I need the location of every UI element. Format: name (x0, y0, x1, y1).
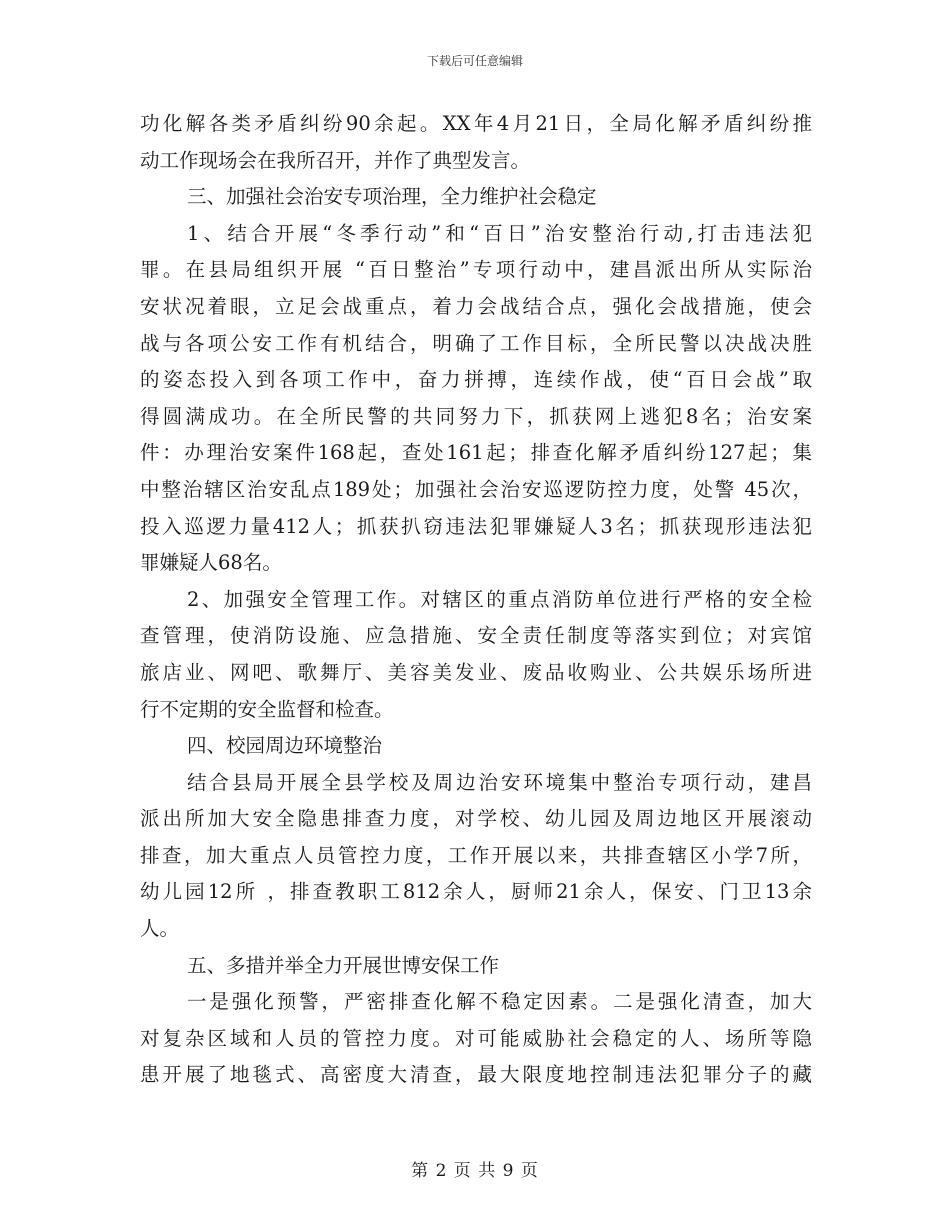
text-line: 结合县局开展全县学校及周边治安环境集中整治专项行动，建昌 (187, 770, 812, 794)
text-line: 罪。在县局组织开展 “百日整治”专项行动中，建昌派出所从实际治 (140, 258, 812, 282)
text-line: 幼儿园12所 ，排查教职工812余人，厨师21余人，保安、门卫13余 (140, 880, 812, 904)
text-line: 1、结合开展“冬季行动”和“百日”治安整治行动,打击违法犯 (187, 221, 812, 245)
text-line: 查管理，使消防设施、应急措施、安全责任制度等落实到位；对宾馆 (140, 624, 812, 648)
text-line: 四、校园周边环境整治 (187, 734, 383, 758)
page-number: 第 2 页 共 9 页 (411, 1161, 539, 1181)
text-line: 旅店业、网吧、歌舞厅、美容美发业、废品收购业、公共娱乐场所进 (140, 660, 812, 684)
text-line: 功化解各类矛盾纠纷90余起。XX年4月21日，全局化解矛盾纠纷推 (140, 112, 812, 135)
text-line: 一是强化预警，严密排查化解不稳定因素。二是强化清查，加大 (187, 990, 812, 1014)
text-line: 人。 (140, 917, 180, 941)
text-line: 三、加强社会治安专项治理，全力维护社会稳定 (187, 185, 597, 209)
text-line: 行不定期的安全监督和检查。 (140, 697, 394, 721)
text-line: 罪嫌疑人68名。 (140, 551, 282, 575)
text-line: 对复杂区域和人员的管控力度。对可能威胁社会稳定的人、场所等隐 (140, 1026, 812, 1050)
text-line: 中整治辖区治安乱点189处；加强社会治安巡逻防控力度，处警 45次， (140, 477, 812, 501)
text-line: 安状况着眼，立足会战重点，着力会战结合点，强化会战措施，使会 (140, 294, 812, 318)
text-line: 2、加强安全管理工作。对辖区的重点消防单位进行严格的安全检 (187, 587, 812, 611)
text-line: 排查，加大重点人员管控力度，工作开展以来，共排查辖区小学7所， (140, 843, 812, 867)
text-line: 件：办理治安案件168起，查处161起；排查化解矛盾纠纷127起；集 (140, 441, 812, 465)
text-line: 战与各项公安工作有机结合，明确了工作目标，全所民警以决战决胜 (140, 331, 812, 355)
text-line: 投入巡逻力量412人；抓获扒窃违法犯罪嫌疑人3名；抓获现形违法犯 (140, 514, 812, 538)
text-line: 得圆满成功。在全所民警的共同努力下，抓获网上逃犯8名；治安案 (140, 404, 812, 428)
page-header-note: 下载后可任意编辑 (426, 54, 523, 68)
document-body (140, 106, 812, 1094)
text-line: 派出所加大安全隐患排查力度，对学校、幼儿园及周边地区开展滚动 (140, 807, 812, 831)
text-line: 的姿态投入到各项工作中，奋力拼搏，连续作战，使“百日会战”取 (140, 368, 812, 392)
text-line: 动工作现场会在我所召开，并作了典型发言。 (140, 148, 531, 172)
text-line: 患开展了地毯式、高密度大清查，最大限度地控制违法犯罪分子的藏 (140, 1063, 812, 1087)
text-line: 五、多措并举全力开展世博安保工作 (187, 953, 500, 977)
